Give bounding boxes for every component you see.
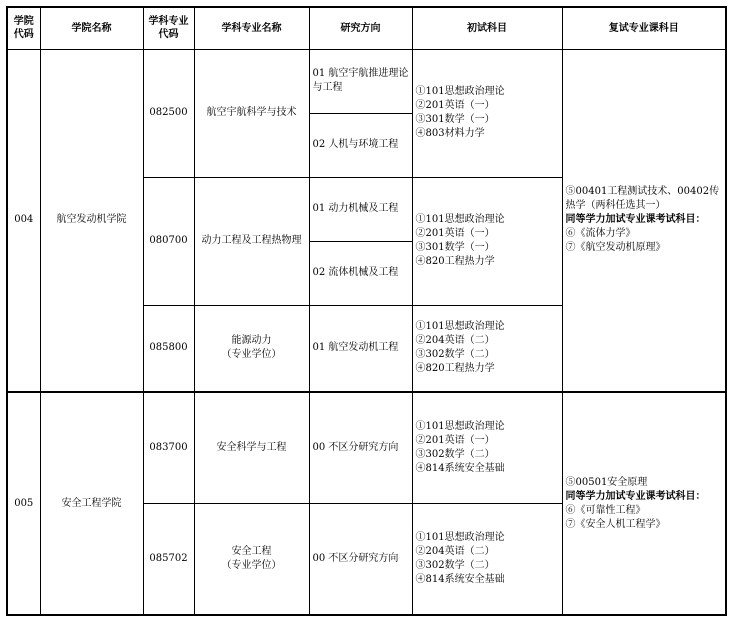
header-college-code: 学院 代码	[7, 7, 40, 49]
major-name-cell: 动力工程及工程热物理	[194, 177, 309, 305]
exam-cell: ①101思想政治理论 ②204英语（二） ③302数学（二） ④820工程热力学	[412, 305, 562, 392]
major-name-cell: 航空宇航科学与技术	[194, 49, 309, 177]
header-major-code: 学科专业 代码	[143, 7, 194, 49]
direction-cell: 02 流体机械及工程	[309, 241, 412, 305]
major-code-cell: 082500	[143, 49, 194, 177]
major-code-cell: 085800	[143, 305, 194, 392]
major-name-cell: 安全工程 （专业学位）	[194, 503, 309, 615]
major-code-cell: 083700	[143, 392, 194, 503]
direction-cell: 01 航空发动机工程	[309, 305, 412, 392]
header-row	[7, 7, 726, 49]
header-direction: 研究方向	[309, 7, 412, 49]
college-name-cell: 安全工程学院	[40, 392, 143, 615]
major-name-cell: 能源动力 （专业学位）	[194, 305, 309, 392]
direction-cell: 01 动力机械及工程	[309, 177, 412, 241]
exam-cell: ①101思想政治理论 ②204英语（二） ③302数学（二） ④814系统安全基础	[412, 503, 562, 615]
header-exam: 初试科目	[412, 7, 562, 49]
exam-cell: ①101思想政治理论 ②201英语（一） ③302数学（二） ④814系统安全基础	[412, 392, 562, 503]
major-code-cell: 085702	[143, 503, 194, 615]
college-code-cell: 004	[7, 49, 40, 392]
direction-cell: 01 航空宇航推进理论与工程	[309, 49, 412, 113]
table-row	[7, 392, 726, 503]
direction-cell: 02 人机与环境工程	[309, 113, 412, 177]
exam-cell: ①101思想政治理论 ②201英语（一） ③301数学（一） ④820工程热力学	[412, 177, 562, 305]
retest-cell: ⑤00401工程测试技术、00402传热学（两科任选其一） 同等学力加试专业课考试科目： ⑥《流体力学》 ⑦《航空发动机原理》	[562, 49, 726, 392]
major-name-cell: 安全科学与工程	[194, 392, 309, 503]
college-name-cell: 航空发动机学院	[40, 49, 143, 392]
college-code-cell: 005	[7, 392, 40, 615]
admission-table	[6, 6, 727, 616]
retest-cell: ⑤00501安全原理 同等学力加试专业课考试科目： ⑥《可靠性工程》 ⑦《安全人机工程学》	[562, 392, 726, 615]
exam-cell: ①101思想政治理论 ②201英语（一） ③301数学（一） ④803材料力学	[412, 49, 562, 177]
major-code-cell: 080700	[143, 177, 194, 305]
header-college-name: 学院名称	[40, 7, 143, 49]
direction-cell: 00 不区分研究方向	[309, 503, 412, 615]
header-retest: 复试专业课科目	[562, 7, 726, 49]
header-major-name: 学科专业名称	[194, 7, 309, 49]
table-row	[7, 49, 726, 113]
direction-cell: 00 不区分研究方向	[309, 392, 412, 503]
